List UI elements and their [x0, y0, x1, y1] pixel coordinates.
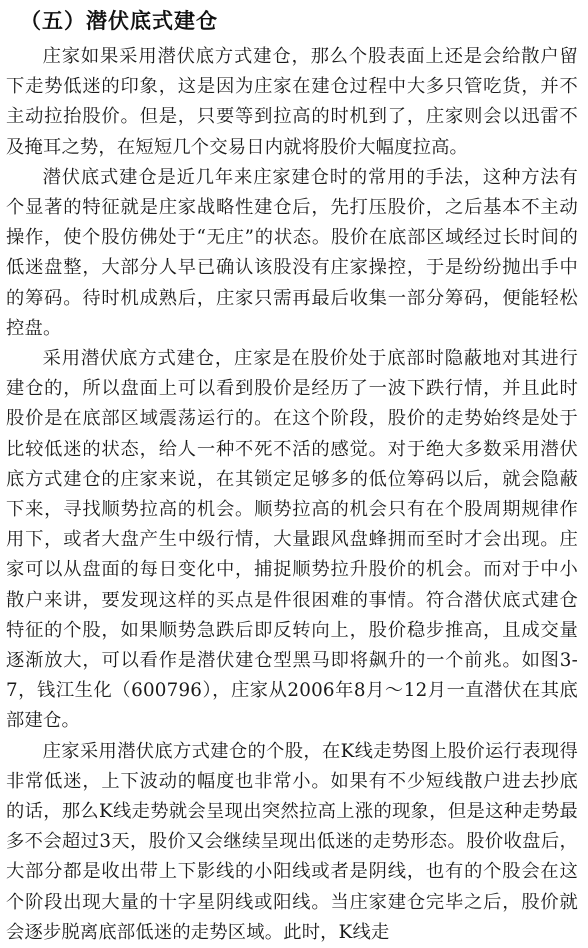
paragraph-3: 采用潜伏底方式建仓，庄家是在股价处于底部时隐蔽地对其进行建仓的，所以盘面上可以看到股价是经历了一波下跌行情，并且此时股价是在底部区域震荡运行的。在这个阶段，股价的走势始终是处于比较低迷的状态，给人一种不死不活的感觉。对于绝大多数采用潜伏底方式建仓的庄家来说，在其锁定足够多的低位筹码以后，就会隐蔽下来，寻找顺势拉高的机会。顺势拉高的机会只有在个股周期规律作用下，或者大盘产生中级行情，大量跟风盘蜂拥而至时才会出现。庄家可以从盘面的每日变化中，捕捉顺势拉升股价的机会。而对于中小散户来讲，要发现这样的买点是件很困难的事情。符合潜伏底式建仓特征的个股，如果顺势急跌后即反转向上，股价稳步推高，且成交量逐渐放大，可以看作是潜伏建仓型黑马即将飙升的一个前兆。如图3-7，钱江生化（600796），庄家从2006年8月～12月一直潜伏在其底部建仓。: [6, 348, 578, 732]
section-heading: （五）潜伏底式建仓: [20, 9, 218, 33]
paragraph-1: 庄家如果采用潜伏底方式建仓，那么个股表面上还是会给散户留下走势低迷的印象，这是因为庄家在建仓过程中大多只管吃货，并不主动拉抬股价。但是，只要等到拉高的时机到了，庄家则会以迅雷不及掩耳之势，在短短几个交易日内就将股价大幅度拉高。: [6, 46, 578, 158]
paragraph-4: 庄家采用潜伏底方式建仓的个股，在K线走势图上股价运行表现得非常低迷，上下波动的幅度也非常小。如果有不少短线散户进去抄底的话，那么K线走势就会呈现出突然拉高上涨的现象，但是这种走势最多不会超过3天，股价又会继续呈现出低迷的走势形态。股价收盘后，大部分都是收出带上下影线的小阳线或者是阴线，也有的个股会在这个阶段出现大量的十字星阴线或阳线。当庄家建仓完毕之后，股价就会逐步脱离底部低迷的走势区域。此时，K线走: [6, 740, 578, 943]
paragraph-2: 潜伏底式建仓是近几年来庄家建仓时的常用的手法，这种方法有个显著的特征就是庄家战略性建仓后，先打压股价，之后基本不主动操作，使个股仿佛处于“无庄”的状态。股价在底部区域经过长时间的低迷盘整，大部分人早已确认该股没有庄家操控，于是纷纷抛出手中的筹码。待时机成熟后，庄家只需再最后收集一部分筹码，便能轻松控盘。: [6, 166, 578, 339]
